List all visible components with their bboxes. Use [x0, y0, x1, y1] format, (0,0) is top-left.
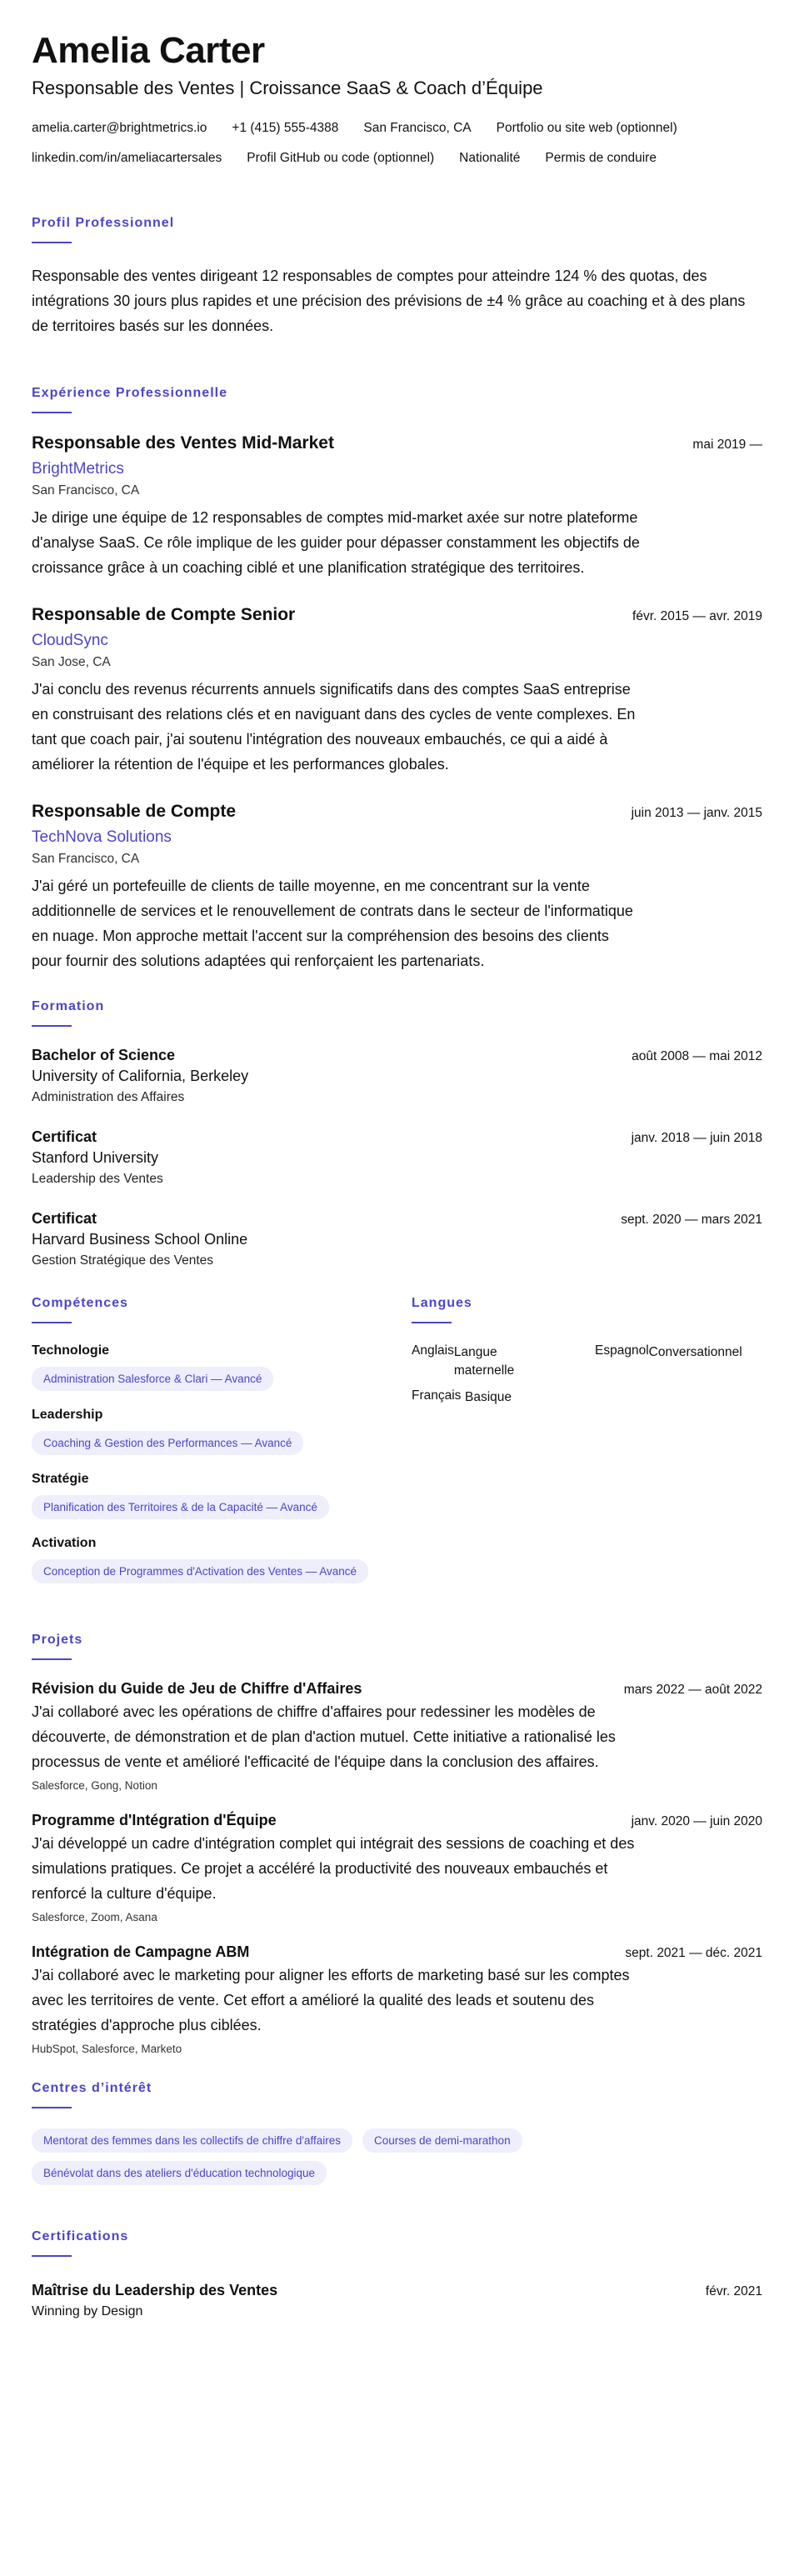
project-description: J'ai collaboré avec les opérations de chiffre d'affaires pour redessiner les modèles de découverte, de démonstration et de plan d'action mutuel. Cette initiative a rationalisé les processus de vente et amélioré l'efficacité de l'équipe dans la conclusion des affaires. [32, 1703, 616, 1770]
certification-issuer: Winning by Design [32, 2304, 143, 2318]
interest-tag: Mentorat des femmes dans les collectifs de chiffre d'affaires [32, 2128, 352, 2153]
project-entry [32, 1943, 762, 2055]
job-description: J'ai conclu des revenus récurrents annuels significatifs dans des comptes SaaS entreprise en construisant des relations clés et en naviguant dans des cycles de vente complexes. En tant que coach pair, j'ai soutenu l'intégration des nouveaux embauchés, ce qui a aidé à améliorer la rétention de l'équipe et les performances globales. [32, 681, 636, 773]
skill-category: Activation [32, 1536, 97, 1550]
skill-category: Technologie [32, 1343, 110, 1358]
skill-tag: Coaching & Gestion des Performances — Avancé [32, 1431, 303, 1455]
job-location: San Francisco, CA [32, 483, 140, 498]
section-divider [32, 1322, 72, 1323]
skill-category: Stratégie [32, 1472, 89, 1486]
job-description: J'ai géré un portefeuille de clients de taille moyenne, en me concentrant sur la vente additionnelle de services et le renouvellement de contrats dans le secteur de l'informatique en nuage. Mon approche mettait l'accent sur la compréhension des besoins des clients pour fournir des solutions adaptées qui renforçaient les partenariats. [32, 878, 633, 969]
project-title: Intégration de Campagne ABM [32, 1943, 250, 1960]
section-title: Certifications [32, 2229, 129, 2243]
job-dates: mai 2019 — [692, 438, 762, 452]
job-title: Responsable des Ventes Mid-Market [32, 433, 334, 453]
project-description: J'ai collaboré avec le marketing pour aligner les efforts de marketing basé sur les comptes avec les territoires de vente. Cet effort a amélioré la qualité des leads et soutenu des stratégies d'approche plus ciblées. [32, 1967, 630, 2033]
education-school: University of California, Berkeley [32, 1068, 249, 1084]
section-divider [32, 2255, 72, 2257]
contact-portfolio[interactable]: Portfolio ou site web (optionnel) [496, 121, 677, 135]
skill-tag: Planification des Territoires & de la Capacité — Avancé [32, 1495, 329, 1519]
job-company: BrightMetrics [32, 460, 124, 478]
certification-date: févr. 2021 [705, 2284, 762, 2298]
skill-category: Leadership [32, 1408, 103, 1422]
job-description: Je dirige une équipe de 12 responsables de comptes mid-market axée sur notre plateforme d'analyse SaaS. Ce rôle implique de les guider pour dépasser constamment les objectifs de croissance grâce à un coaching ciblé et une planification stratégique des territoires. [32, 509, 640, 576]
job-entry [32, 433, 762, 580]
section-title: Langues [412, 1296, 472, 1310]
project-description: J'ai développé un cadre d'intégration complet qui intégrait des sessions de coaching et des simulations pratiques. Ce projet a accéléré la productivité des nouveaux embauchés et renforcé la culture d'équipe. [32, 1835, 635, 1902]
experience-section [32, 385, 762, 973]
summary-section [32, 215, 762, 338]
language-name: Espagnol [595, 1343, 649, 1358]
certification-entry [32, 2282, 762, 2319]
education-degree: Certificat [32, 1128, 97, 1145]
candidate-name: Amelia Carter [32, 30, 265, 71]
skill-group [32, 1472, 412, 1519]
job-company: CloudSync [32, 632, 108, 649]
project-title: Révision du Guide de Jeu de Chiffre d'Affaires [32, 1680, 362, 1697]
job-dates: févr. 2015 — avr. 2019 [632, 609, 762, 623]
education-degree: Certificat [32, 1210, 97, 1227]
education-school: Harvard Business School Online [32, 1231, 248, 1248]
certification-title: Maîtrise du Leadership des Ventes [32, 2282, 278, 2298]
contact-location: San Francisco, CA [363, 121, 472, 135]
section-title: Projets [32, 1633, 83, 1647]
education-section [32, 998, 762, 1268]
section-title: Expérience Professionnelle [32, 386, 227, 400]
section-divider [412, 1322, 452, 1323]
project-tools: HubSpot, Salesforce, Marketo [32, 2043, 182, 2055]
section-title: Centres d’intérêt [32, 2081, 152, 2095]
section-divider [32, 1025, 72, 1027]
language-level: Langue maternelle [453, 1345, 515, 1378]
job-title: Responsable de Compte Senior [32, 605, 296, 624]
job-location: San Jose, CA [32, 655, 111, 669]
language-level: Conversationnel [648, 1345, 742, 1359]
language-name: Français [412, 1388, 462, 1403]
contact-driving-license: Permis de conduire [545, 151, 657, 165]
education-entry [32, 1047, 762, 1105]
contact-nationality: Nationalité [459, 151, 521, 165]
education-dates: janv. 2018 — juin 2018 [631, 1131, 762, 1145]
project-title: Programme d'Intégration d'Équipe [32, 1812, 277, 1828]
language-name: Anglais [412, 1343, 454, 1358]
education-school: Stanford University [32, 1149, 159, 1166]
contact-email[interactable]: amelia.carter@brightmetrics.io [32, 121, 207, 135]
contact-linkedin[interactable]: linkedin.com/in/ameliacartersales [32, 151, 222, 165]
education-field: Gestion Stratégique des Ventes [32, 1253, 214, 1268]
project-dates: sept. 2021 — déc. 2021 [625, 1946, 762, 1960]
education-entry [32, 1210, 762, 1268]
skill-group [32, 1536, 412, 1583]
languages-section [412, 1295, 762, 1600]
language-level: Basique [464, 1390, 512, 1404]
skills-section [32, 1295, 412, 1600]
skills-languages-row [32, 1295, 762, 1600]
skill-tag: Administration Salesforce & Clari — Avancé [32, 1367, 273, 1391]
skill-group [32, 1343, 412, 1391]
project-dates: janv. 2020 — juin 2020 [631, 1814, 762, 1828]
project-dates: mars 2022 — août 2022 [623, 1683, 762, 1697]
section-title: Profil Professionnel [32, 216, 175, 230]
skill-group [32, 1408, 412, 1455]
job-company: TechNova Solutions [32, 828, 172, 846]
projects-section [32, 1632, 762, 2055]
job-dates: juin 2013 — janv. 2015 [631, 806, 762, 820]
project-tools: Salesforce, Zoom, Asana [32, 1911, 157, 1923]
candidate-headline: Responsable des Ventes | Croissance SaaS & Coach d’Équipe [32, 78, 543, 98]
interests-section [32, 2080, 762, 2185]
section-divider [32, 412, 72, 413]
language-item [595, 1343, 742, 1380]
project-entry [32, 1680, 762, 1792]
section-title: Compétences [32, 1296, 128, 1310]
section-divider [32, 1658, 72, 1660]
interest-tag: Courses de demi-marathon [362, 2128, 522, 2153]
section-title: Formation [32, 999, 105, 1013]
skill-tag: Conception de Programmes d'Activation des Ventes — Avancé [32, 1559, 368, 1583]
language-item [412, 1388, 512, 1407]
certifications-section [32, 2228, 762, 2319]
interests-list [32, 2128, 632, 2185]
section-divider [32, 242, 72, 243]
job-entry [32, 605, 762, 777]
language-item [412, 1343, 515, 1380]
contact-phone[interactable]: +1 (415) 555-4388 [232, 121, 339, 135]
education-dates: sept. 2020 — mars 2021 [621, 1213, 762, 1227]
contact-github[interactable]: Profil GitHub ou code (optionnel) [247, 151, 435, 165]
job-location: San Francisco, CA [32, 852, 140, 866]
interest-tag: Bénévolat dans des ateliers d'éducation technologique [32, 2161, 327, 2185]
project-entry [32, 1812, 762, 1923]
education-degree: Bachelor of Science [32, 1047, 176, 1063]
project-tools: Salesforce, Gong, Notion [32, 1779, 157, 1792]
education-field: Administration des Affaires [32, 1090, 185, 1104]
job-title: Responsable de Compte [32, 802, 237, 821]
education-field: Leadership des Ventes [32, 1172, 163, 1186]
education-dates: août 2008 — mai 2012 [632, 1049, 762, 1063]
summary-text: Responsable des ventes dirigeant 12 responsables de comptes pour atteindre 124 % des quotas, des intégrations 30 jours plus rapides et une précision des prévisions de ±4 % grâce au coaching et à des plans de territoires basés sur les données. [32, 268, 746, 334]
job-entry [32, 802, 762, 973]
contact-info [32, 118, 762, 168]
education-entry [32, 1128, 762, 1187]
section-divider [32, 2107, 72, 2108]
